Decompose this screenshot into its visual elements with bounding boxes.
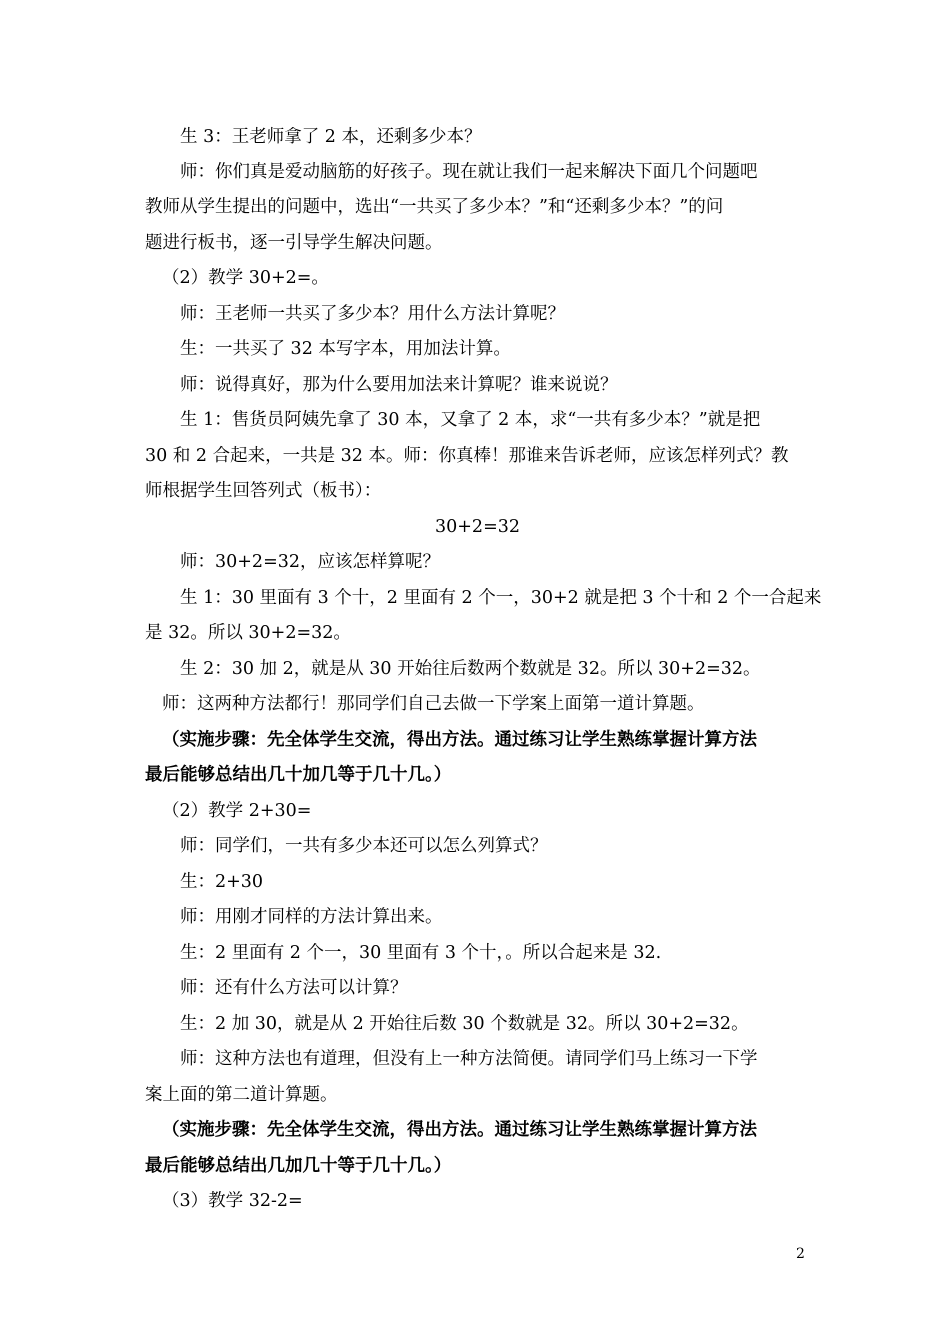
text-line: 30 和 2 合起来，一共是 32 本。师：你真棒！那谁来告诉老师，应该怎样列式？教 [145, 446, 789, 466]
text-line: 是 32。所以 30+2=32。 [145, 623, 351, 643]
text-line: 师根据学生回答列式（板书）： [145, 481, 382, 501]
text-line: 生：2 里面有 2 个一，30 里面有 3 个十，。所以合起来是 32. [180, 943, 662, 963]
text-line: 教师从学生提出的问题中，选出“一共买了多少本？”和“还剩多少本？”的问 [145, 197, 724, 217]
text-line: 案上面的第二道计算题。 [145, 1085, 338, 1105]
text-line: （2）教学 2+30= [162, 801, 312, 821]
text-line: 生 2：30 加 2，就是从 30 开始往后数两个数就是 32。所以 30+2=32。 [180, 659, 761, 679]
bold-step-line: 最后能够总结出几加几十等于几十几。） [145, 1156, 452, 1176]
text-line: （2）教学 30+2=。 [162, 268, 329, 288]
text-line: 生：2 加 30，就是从 2 开始往后数 30 个数就是 32。所以 30+2=32。 [180, 1014, 749, 1034]
text-line: 师：同学们，一共有多少本还可以怎么列算式？ [180, 836, 548, 856]
text-line: 生 1：售货员阿姨先拿了 30 本，又拿了 2 本，求“一共有多少本？”就是把 [180, 410, 761, 430]
text-line: 生：2+30 [180, 872, 264, 892]
text-line: 师：用刚才同样的方法计算出来。 [180, 907, 443, 927]
text-line: 题进行板书，逐一引导学生解决问题。 [145, 233, 443, 253]
text-line: 师：30+2=32，应该怎样算呢？ [180, 552, 440, 572]
text-line: 生 1：30 里面有 3 个十，2 里面有 2 个一，30+2 就是把 3 个十和 2 个一合起来 [180, 588, 822, 608]
page-number: 2 [796, 1246, 805, 1262]
bold-step-line: （实施步骤：先全体学生交流，得出方法。通过练习让学生熟练掌握计算方法 [162, 1120, 757, 1140]
text-line: 师：这种方法也有道理，但没有上一种方法简便。请同学们马上练习一下学 [180, 1049, 758, 1069]
bold-step-line: （实施步骤：先全体学生交流，得出方法。通过练习让学生熟练掌握计算方法 [162, 730, 757, 750]
text-line: （3）教学 32-2= [162, 1191, 303, 1211]
text-line: 生：一共买了 32 本写字本，用加法计算。 [180, 339, 511, 359]
text-line: 师：还有什么方法可以计算？ [180, 978, 408, 998]
equation-line: 30+2=32 [435, 517, 520, 537]
text-line: 师：王老师一共买了多少本？用什么方法计算呢？ [180, 304, 565, 324]
text-line: 师：说得真好，那为什么要用加法来计算呢？谁来说说？ [180, 375, 618, 395]
text-line: 生 3：王老师拿了 2 本，还剩多少本？ [180, 127, 482, 147]
text-line: 师：你们真是爱动脑筋的好孩子。现在就让我们一起来解决下面几个问题吧 [180, 162, 758, 182]
bold-step-line: 最后能够总结出几十加几等于几十几。） [145, 765, 452, 785]
text-line: 师：这两种方法都行！那同学们自己去做一下学案上面第一道计算题。 [162, 694, 705, 714]
